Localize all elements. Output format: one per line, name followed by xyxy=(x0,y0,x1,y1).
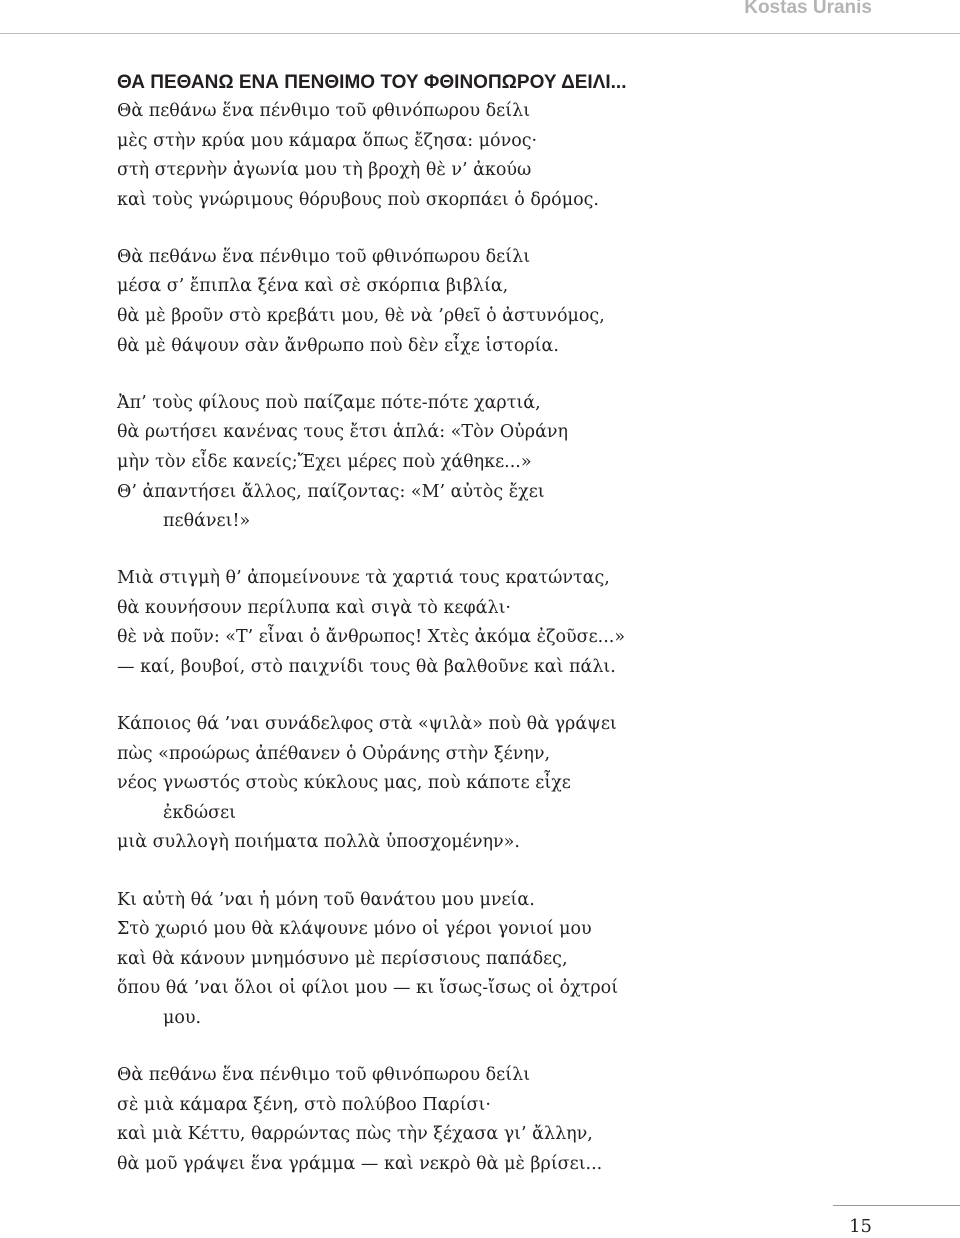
verse-line: θὰ μὲ βροῦν στὸ κρεβάτι μου, θὲ νὰ ’ρθεῖ ὁ ἀστυνόμος, xyxy=(117,306,605,327)
verse-line: Κάποιος θά ’ναι συνάδελφος στὰ «ψιλὰ» ποὺ θὰ γράψει xyxy=(117,714,617,735)
verse-line: καὶ τοὺς γνώριμους θόρυβους ποὺ σκορπάει ὁ δρόμος. xyxy=(117,189,599,210)
verse-line: μὴν τὸν εἶδε κανείς;Ἔχει μέρες ποὺ χάθηκε...» xyxy=(117,451,532,472)
verse-line: — καί, βουβοί, στὸ παιχνίδι τους θὰ βαλθοῦνε καὶ πάλι. xyxy=(117,657,616,677)
verse-line: μὲς στὴν κρύα μου κάμαρα ὅπως ἔζησα: μόνος· xyxy=(117,130,538,151)
verse-line: Θ’ ἀπαντήσει ἄλλος, παίζοντας: «Μ’ αὐτὸς ἔχει xyxy=(117,481,545,502)
poem-stanzas xyxy=(117,97,917,1179)
verse-line: θὲ νὰ ποῦν: «Τ’ εἶναι ὁ ἄνθρωπος! Χτὲς ἀκόμα ἐζοῦσε...» xyxy=(117,627,626,648)
stanza xyxy=(117,97,917,215)
stanza xyxy=(117,886,917,1034)
verse-line: Θὰ πεθάνω ἕνα πένθιμο τοῦ φθινόπωρου δείλι xyxy=(117,1065,531,1086)
verse-line: στὴ στερνὴν ἀγωνία μου τὴ βροχὴ θὲ ν’ ἀκούω xyxy=(117,160,532,181)
verse-line-continuation: πεθάνει!» xyxy=(163,511,251,532)
verse-line: μιὰ συλλογὴ ποιήματα πολλὰ ὑποσχομένην». xyxy=(117,832,520,853)
verse-line: Μιὰ στιγμὴ θ’ ἀπομείνουνε τὰ χαρτιά τους κρατώντας, xyxy=(117,568,610,589)
verse-line: καὶ θὰ κάνουν μνημόσυνο μὲ περίσσιους παπάδες, xyxy=(117,948,568,969)
poem xyxy=(117,68,917,1207)
verse-line: Στὸ χωριό μου θὰ κλάψουνε μόνο οἱ γέροι γονιοί μου xyxy=(117,919,592,940)
stanza xyxy=(117,1061,917,1179)
verse-line: καὶ μιὰ Κέττυ, θαρρώντας πὼς τὴν ξέχασα γι’ ἄλλην, xyxy=(117,1124,593,1145)
footer-rule xyxy=(833,1205,960,1206)
header-rule xyxy=(0,33,960,34)
verse-line: σὲ μιὰ κάμαρα ξένη, στὸ πολύβοο Παρίσι· xyxy=(117,1094,491,1115)
verse-line: Ἀπ’ τοὺς φίλους ποὺ παίζαμε πότε-πότε χαρτιά, xyxy=(117,392,541,413)
verse-line: νέος γνωστός στοὺς κύκλους μας, ποὺ κάποτε εἶχε xyxy=(117,773,571,794)
stanza xyxy=(117,564,917,682)
verse-line: θὰ μοῦ γράψει ἕνα γράμμα — καὶ νεκρὸ θὰ μὲ βρίσει... xyxy=(117,1153,603,1174)
stanza xyxy=(117,710,917,858)
verse-line: θὰ μὲ θάψουν σὰν ἄνθρωπο ποὺ δὲν εἶχε ἱστορία. xyxy=(117,335,559,356)
verse-line: μέσα σ’ ἔπιπλα ξένα καὶ σὲ σκόρπια βιβλία, xyxy=(117,276,509,297)
verse-line: πὼς «προώρως ἀπέθανεν ὁ Οὐράνης στὴν ξένην, xyxy=(117,743,551,764)
verse-line: Θὰ πεθάνω ἕνα πένθιμο τοῦ φθινόπωρου δείλι xyxy=(117,246,531,267)
verse-line: θὰ ρωτήσει κανένας τους ἔτσι ἁπλά: «Τὸν Οὐράνη xyxy=(117,422,569,443)
page-number: 15 xyxy=(849,1216,872,1237)
verse-line-continuation: μου. xyxy=(163,1007,202,1028)
verse-line: Κι αὐτὴ θά ’ναι ἡ μόνη τοῦ θανάτου μου μνεία. xyxy=(117,889,535,910)
verse-line: Θὰ πεθάνω ἕνα πένθιμο τοῦ φθινόπωρου δείλι xyxy=(117,101,531,121)
verse-line: ὅπου θά ’ναι ὅλοι οἱ φίλοι μου — κι ἴσως-ἴσως οἱ ὀχτροί xyxy=(117,978,619,999)
stanza xyxy=(117,389,917,537)
verse-line: θὰ κουνήσουν περίλυπα καὶ σιγὰ τὸ κεφάλι· xyxy=(117,597,511,618)
stanza xyxy=(117,243,917,361)
running-header-author: Kostas Uranis xyxy=(744,0,872,18)
verse-line-continuation: ἐκδώσει xyxy=(163,802,237,823)
poem-title: ΘΑ ΠΕΘΑΝΩ ΕΝΑ ΠΕΝΘΙΜΟ ΤΟΥ ΦΘΙΝΟΠΩΡΟΥ ΔΕΙΛΙ... xyxy=(117,72,627,93)
